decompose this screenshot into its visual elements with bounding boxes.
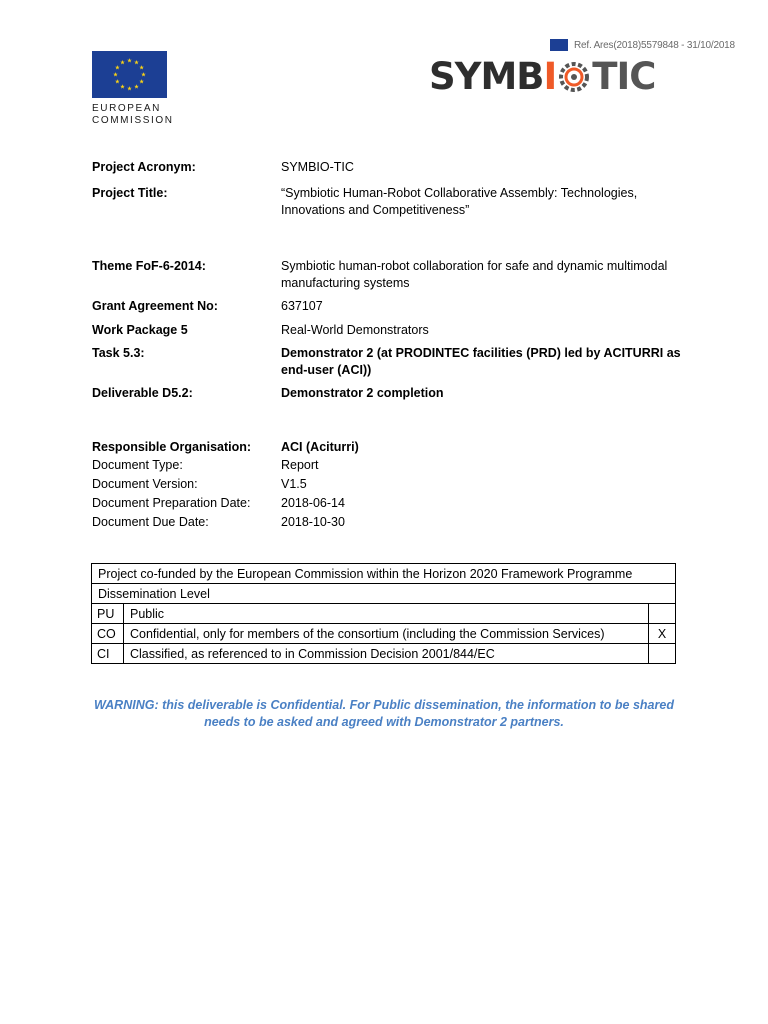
dissemination-table <box>91 563 676 664</box>
project-acronym-label: Project Acronym: <box>92 160 196 174</box>
eu-flag-icon <box>550 39 568 51</box>
reference-stamp-text: Ref. Ares(2018)5579848 - 31/10/2018 <box>574 39 735 51</box>
due-date-label: Document Due Date: <box>92 515 209 529</box>
level-code: CO <box>92 624 124 644</box>
table-heading-row <box>92 564 676 584</box>
reference-stamp <box>550 38 735 52</box>
gear-robot-icon <box>557 60 591 94</box>
level-code: PU <box>92 604 124 624</box>
project-acronym-value: SYMBIO-TIC <box>281 160 354 174</box>
grant-label: Grant Agreement No: <box>92 299 218 313</box>
preparation-date-value: 2018-06-14 <box>281 496 345 510</box>
table-subheading-row <box>92 584 676 604</box>
level-mark <box>649 604 676 624</box>
level-description: Public <box>124 604 649 624</box>
deliverable-label: Deliverable D5.2: <box>92 386 193 400</box>
project-title-label: Project Title: <box>92 186 168 200</box>
preparation-date-label: Document Preparation Date: <box>92 496 251 510</box>
grant-value: 637107 <box>281 299 323 313</box>
deliverable-value: Demonstrator 2 completion <box>281 386 444 400</box>
due-date-value: 2018-10-30 <box>281 515 345 529</box>
table-row <box>92 604 676 624</box>
european-commission-logo <box>92 51 174 127</box>
document-type-value: Report <box>281 458 319 472</box>
level-mark <box>649 644 676 664</box>
project-title-value: “Symbiotic Human-Robot Collaborative Assembly: Technologies, Innovations and Competitiveness” <box>281 186 638 217</box>
level-description: Confidential, only for members of the consortium (including the Commission Services) <box>124 624 649 644</box>
organisation-label: Responsible Organisation: <box>92 440 252 454</box>
confidentiality-warning <box>92 697 676 731</box>
ec-logo-line1: EUROPEAN <box>92 103 161 114</box>
document-type-label: Document Type: <box>92 458 183 472</box>
warning-line1: WARNING: this deliverable is Confidential. For Public dissemination, the information to be shared <box>94 698 674 712</box>
task-value: Demonstrator 2 (at PRODINTEC facilities (PRD) led by ACITURRI as end-user (ACI)) <box>281 346 681 377</box>
document-version-label: Document Version: <box>92 477 198 491</box>
ec-logo-line2: COMMISSION <box>92 115 174 126</box>
table-subheading: Dissemination Level <box>92 584 676 604</box>
level-description: Classified, as referenced to in Commission Decision 2001/844/EC <box>124 644 649 664</box>
logo-text-part1: SYMBI <box>429 55 557 98</box>
table-row <box>92 624 676 644</box>
level-mark: X <box>649 624 676 644</box>
ec-logo-text <box>92 103 174 127</box>
table-heading: Project co-funded by the European Commission within the Horizon 2020 Framework Programme <box>92 564 676 584</box>
table-row <box>92 644 676 664</box>
symbiotic-project-logo <box>429 52 655 102</box>
organisation-value: ACI (Aciturri) <box>281 440 359 454</box>
eu-stars-flag-icon <box>92 51 167 98</box>
task-label: Task 5.3: <box>92 346 145 360</box>
warning-line2: needs to be asked and agreed with Demonstrator 2 partners. <box>204 715 564 729</box>
theme-value: Symbiotic human-robot collaboration for safe and dynamic multimodal manufacturing systems <box>281 259 668 290</box>
work-package-label: Work Package 5 <box>92 323 188 337</box>
work-package-value: Real-World Demonstrators <box>281 323 429 337</box>
document-version-value: V1.5 <box>281 477 307 491</box>
logo-text-part2: TIC <box>592 55 656 98</box>
level-code: CI <box>92 644 124 664</box>
theme-label: Theme FoF-6-2014: <box>92 259 206 273</box>
